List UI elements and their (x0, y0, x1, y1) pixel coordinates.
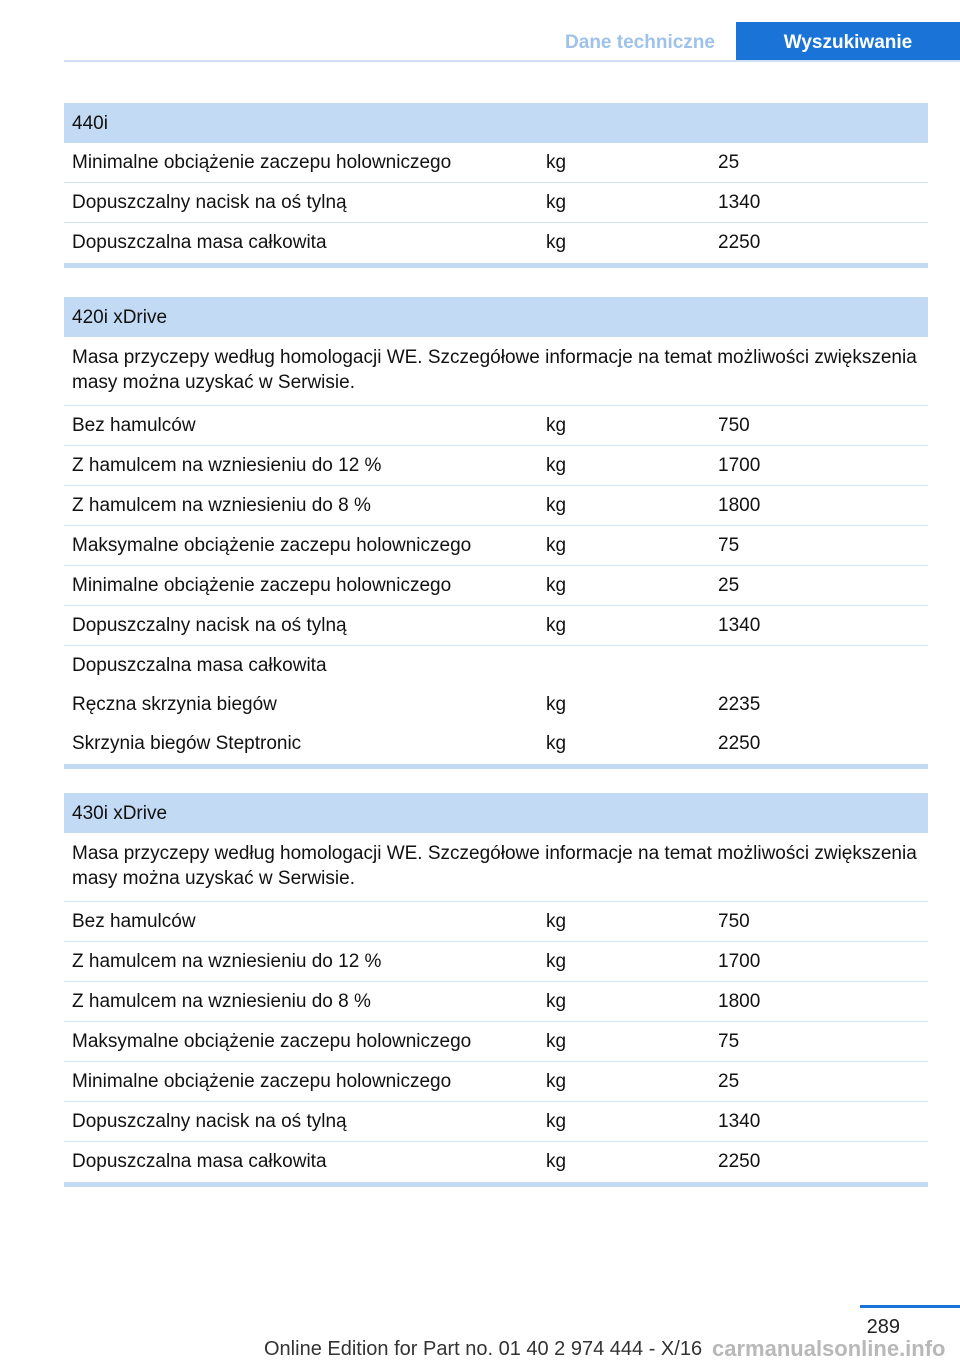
table-row (64, 1102, 928, 1142)
group-label: Dopuszczalna masa całkowita (72, 655, 327, 676)
table-group-row (64, 646, 928, 685)
row-label: Bez hamulców (72, 415, 196, 436)
table-subrow (64, 724, 928, 764)
row-unit: kg (546, 152, 567, 173)
row-label: Z hamulcem na wzniesieniu do 12 % (72, 455, 382, 476)
row-value: 1700 (718, 951, 761, 972)
row-label: Minimalne obciążenie zaczepu holowniczego (72, 152, 452, 173)
row-unit: kg (546, 192, 567, 213)
row-unit: kg (546, 951, 567, 972)
table-note: Masa przyczepy według homologacji WE. Szczegółowe informacje na temat możliwości zwiększenia masy można uzyskać w Serwisie. (64, 337, 928, 406)
row-value: 750 (718, 415, 750, 436)
row-value: 1800 (718, 991, 761, 1012)
table-row (64, 606, 928, 646)
row-label: Dopuszczalny nacisk na oś tylną (72, 1111, 347, 1132)
row-unit: kg (546, 535, 567, 556)
row-unit: kg (546, 694, 567, 715)
table-440i (64, 103, 928, 268)
table-title: 430i xDrive (64, 793, 928, 833)
row-unit: kg (546, 1031, 567, 1052)
table-row (64, 486, 928, 526)
table-row (64, 183, 928, 223)
table-row (64, 1022, 928, 1062)
row-value: 2250 (718, 1151, 761, 1172)
watermark: carmanualsonline.info (712, 1336, 946, 1361)
table-row (64, 1062, 928, 1102)
row-label: Ręczna skrzynia biegów (72, 694, 277, 715)
table-420i-xdrive (64, 297, 928, 769)
row-value: 2235 (718, 694, 761, 715)
table-subrow (64, 685, 928, 724)
table-row (64, 446, 928, 486)
row-value: 25 (718, 152, 740, 173)
row-label: Maksymalne obciążenie zaczepu holowniczego (72, 535, 472, 556)
row-label: Dopuszczalny nacisk na oś tylną (72, 615, 347, 636)
header-divider (64, 60, 960, 62)
row-unit: kg (546, 232, 567, 253)
row-unit: kg (546, 1071, 567, 1092)
row-unit: kg (546, 455, 567, 476)
table-row (64, 223, 928, 263)
row-unit: kg (546, 733, 567, 754)
table-row (64, 406, 928, 446)
row-value: 2250 (718, 232, 761, 253)
row-label: Z hamulcem na wzniesieniu do 8 % (72, 495, 371, 516)
table-title: 420i xDrive (64, 297, 928, 337)
table-row (64, 982, 928, 1022)
row-value: 1340 (718, 615, 761, 636)
table-430i-xdrive (64, 793, 928, 1187)
row-label: Z hamulcem na wzniesieniu do 12 % (72, 951, 382, 972)
row-label: Z hamulcem na wzniesieniu do 8 % (72, 991, 371, 1012)
row-unit: kg (546, 1151, 567, 1172)
tab-wyszukiwanie[interactable]: Wyszukiwanie (736, 22, 960, 62)
row-label: Dopuszczalny nacisk na oś tylną (72, 192, 347, 213)
table-row (64, 1142, 928, 1182)
table-row (64, 942, 928, 982)
row-unit: kg (546, 911, 567, 932)
row-unit: kg (546, 991, 567, 1012)
table-row (64, 902, 928, 942)
row-label: Minimalne obciążenie zaczepu holowniczego (72, 1071, 452, 1092)
table-row (64, 526, 928, 566)
edition-text: Online Edition for Part no. 01 40 2 974 444 - X/16 (264, 1338, 703, 1360)
row-label: Dopuszczalna masa całkowita (72, 1151, 327, 1172)
row-value: 25 (718, 575, 740, 596)
row-value: 25 (718, 1071, 740, 1092)
tab-dane-techniczne[interactable]: Dane techniczne (565, 32, 715, 53)
row-label: Maksymalne obciążenie zaczepu holowniczego (72, 1031, 472, 1052)
row-value: 75 (718, 1031, 740, 1052)
page-number: 289 (866, 1316, 900, 1338)
table-row (64, 566, 928, 606)
row-label: Minimalne obciążenie zaczepu holowniczego (72, 575, 452, 596)
row-label: Bez hamulców (72, 911, 196, 932)
row-value: 2250 (718, 733, 761, 754)
table-row (64, 143, 928, 183)
row-value: 1340 (718, 1111, 761, 1132)
footer-divider (860, 1305, 960, 1308)
row-unit: kg (546, 575, 567, 596)
row-value: 1700 (718, 455, 761, 476)
row-value: 75 (718, 535, 740, 556)
row-label: Dopuszczalna masa całkowita (72, 232, 327, 253)
row-value: 750 (718, 911, 750, 932)
table-note: Masa przyczepy według homologacji WE. Szczegółowe informacje na temat możliwości zwiększenia masy można uzyskać w Serwisie. (64, 833, 928, 902)
row-unit: kg (546, 415, 567, 436)
table-title: 440i (64, 103, 928, 143)
row-unit: kg (546, 495, 567, 516)
row-value: 1340 (718, 192, 761, 213)
row-unit: kg (546, 1111, 567, 1132)
row-unit: kg (546, 615, 567, 636)
row-value: 1800 (718, 495, 761, 516)
row-label: Skrzynia biegów Steptronic (72, 733, 302, 754)
